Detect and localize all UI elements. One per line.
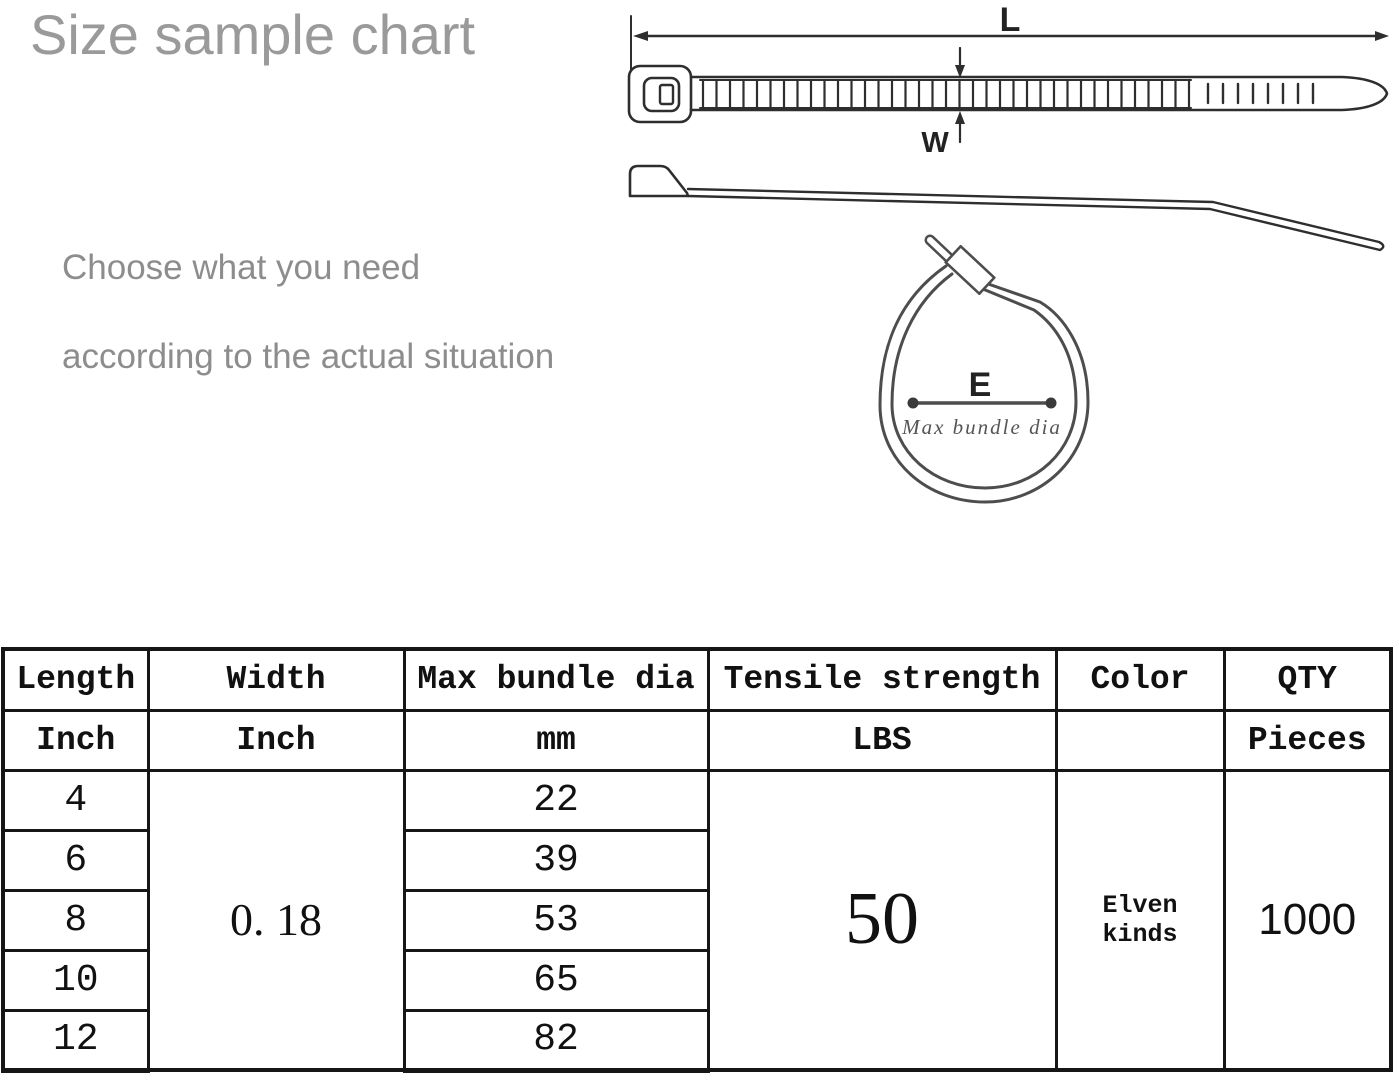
dia-value: 65 <box>404 950 708 1010</box>
serration-bars <box>703 80 1189 108</box>
bundle-dim-end-left-icon <box>908 398 919 409</box>
unit-dia: mm <box>404 710 708 770</box>
color-value: Elven kinds <box>1056 770 1224 1070</box>
cable-tie-diagram <box>610 0 1399 520</box>
unit-length: Inch <box>3 710 148 770</box>
note-line-2: according to the actual situation <box>62 337 555 376</box>
dim-label-width: W <box>921 127 949 159</box>
col-header-qty: QTY <box>1224 649 1391 710</box>
side-view-strap <box>688 189 1383 250</box>
dia-value: 22 <box>404 770 708 830</box>
bundle-dim-end-right-icon <box>1046 398 1057 409</box>
arrowhead-right-icon <box>1375 31 1389 41</box>
unit-width: Inch <box>148 710 404 770</box>
size-spec-table <box>1 647 1393 1073</box>
note-line-1: Choose what you need <box>62 248 421 287</box>
page-title: Size sample chart <box>30 3 476 66</box>
width-value: 0. 18 <box>148 770 404 1070</box>
unit-tensile: LBS <box>708 710 1056 770</box>
length-value: 12 <box>3 1010 148 1070</box>
unit-color <box>1056 710 1224 770</box>
tip-ticks <box>1208 84 1313 103</box>
bundle-dimension <box>901 366 1062 439</box>
arrowhead-up-icon <box>955 111 965 124</box>
length-value: 8 <box>3 890 148 950</box>
loop-head <box>946 246 995 293</box>
table-row <box>3 770 1391 830</box>
cable-tie-side-view <box>630 166 1383 250</box>
dia-value: 53 <box>404 890 708 950</box>
length-value: 4 <box>3 770 148 830</box>
col-header-dia: Max bundle dia <box>404 649 708 710</box>
dia-value: 39 <box>404 830 708 890</box>
arrowhead-left-icon <box>633 31 648 41</box>
length-dimension <box>631 1 1389 70</box>
length-value: 6 <box>3 830 148 890</box>
dim-label-length: L <box>999 1 1021 39</box>
qty-value: 1000 <box>1224 770 1391 1070</box>
tie-head-pawl <box>660 85 673 104</box>
table-header-row <box>3 649 1391 710</box>
col-header-width: Width <box>148 649 404 710</box>
side-view-head <box>630 166 688 196</box>
dia-value: 82 <box>404 1010 708 1070</box>
unit-qty: Pieces <box>1224 710 1391 770</box>
table-units-row <box>3 710 1391 770</box>
tensile-value: 50 <box>708 770 1056 1070</box>
dim-label-bundle: E <box>968 366 992 404</box>
cable-tie-top-view <box>629 66 1387 122</box>
dim-caption-bundle: Max bundle dia <box>902 415 1062 439</box>
length-value: 10 <box>3 950 148 1010</box>
col-header-tensile: Tensile strength <box>708 649 1056 710</box>
col-header-length: Length <box>3 649 148 710</box>
col-header-color: Color <box>1056 649 1224 710</box>
